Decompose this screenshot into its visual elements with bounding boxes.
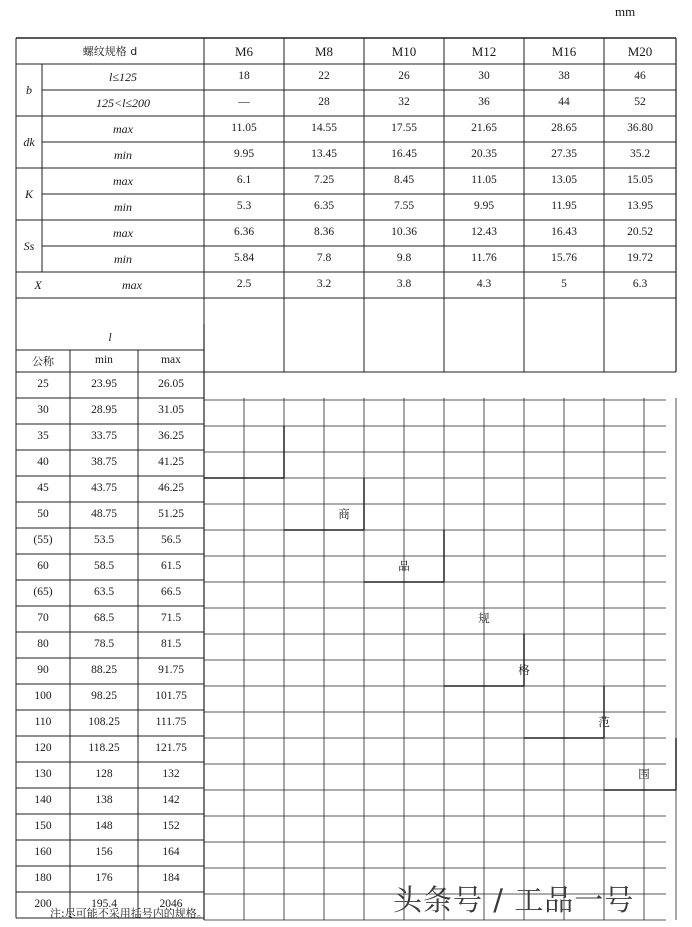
param-value: 16.43 <box>551 226 577 239</box>
param-value: 16.45 <box>391 148 417 161</box>
table-row-cell: 164 <box>162 846 180 859</box>
param-value: 30 <box>478 70 490 83</box>
table-row-cell: 128 <box>95 768 113 781</box>
param-value: 5.3 <box>236 200 252 213</box>
watermark: 头条号 / 工品一号 <box>393 883 635 917</box>
table-row-cell: 2046 <box>159 898 183 911</box>
table-row-cell: 150 <box>34 820 52 833</box>
table-row-cell: 100 <box>34 690 52 703</box>
table-row-cell: 66.5 <box>160 586 182 599</box>
param-value: 5.84 <box>233 252 255 265</box>
param-value: 7.8 <box>316 252 332 265</box>
param-value: 15.76 <box>551 252 577 265</box>
table-row-cell: 121.75 <box>155 742 187 755</box>
param-value: 4.3 <box>476 278 492 291</box>
table-row-cell: 156 <box>95 846 113 859</box>
table-row-cell: 81.5 <box>160 638 182 651</box>
range-mark: 范 <box>598 715 610 730</box>
param-value: 10.36 <box>391 226 417 239</box>
param-label: 125<l≤200 <box>95 96 151 110</box>
param-value: 17.55 <box>391 122 417 135</box>
param-value: 6.36 <box>233 226 255 239</box>
range-mark: 规 <box>478 611 490 626</box>
param-value: 38 <box>558 70 570 83</box>
param-value: 2.5 <box>236 278 252 291</box>
range-mark: 商 <box>338 507 350 522</box>
header-size-m20: M20 <box>627 43 653 59</box>
table-row-cell: 91.75 <box>158 664 184 677</box>
table-row-cell: 43.75 <box>91 482 117 495</box>
table-row-cell: 180 <box>34 872 52 885</box>
table-row-cell: 110 <box>34 716 52 729</box>
param-value: 3.2 <box>316 278 332 291</box>
param-value: 20.52 <box>627 226 653 239</box>
table-row-cell: 38.75 <box>91 456 117 469</box>
table-row-cell: 132 <box>162 768 180 781</box>
table-row-cell: 40 <box>37 456 49 469</box>
param-value: 5 <box>561 278 567 291</box>
param-value: 7.25 <box>313 174 335 187</box>
table-row-cell: 45 <box>37 482 49 495</box>
param-value: 32 <box>398 96 410 109</box>
param-label: max <box>113 122 133 136</box>
table-row-cell: (65) <box>33 586 53 599</box>
table-row-cell: 56.5 <box>160 534 182 547</box>
param-value: 15.05 <box>627 174 653 187</box>
param-value: 14.55 <box>311 122 337 135</box>
param-label: max <box>113 174 133 188</box>
table-row-cell: 31.05 <box>158 404 184 417</box>
param-value: 11.95 <box>551 200 577 213</box>
param-label: l≤125 <box>109 70 137 84</box>
header-size-m12: M12 <box>471 43 497 59</box>
table-row-cell: 118.25 <box>88 742 120 755</box>
unit-label: mm <box>615 4 636 19</box>
param-value: 28.65 <box>551 122 577 135</box>
table-row-cell: 35 <box>37 430 49 443</box>
param-value: 6.1 <box>236 174 252 187</box>
param-value: 19.72 <box>627 252 653 265</box>
table-row-cell: 80 <box>37 638 49 651</box>
param-symbol-dk: dk <box>23 135 35 149</box>
param-value: 9.95 <box>233 148 255 161</box>
param-value: 18 <box>238 70 250 83</box>
table-row-cell: 138 <box>95 794 113 807</box>
table-row-cell: 53.5 <box>93 534 115 547</box>
param-value: 44 <box>558 96 570 109</box>
table-row-cell: 111.75 <box>155 716 187 729</box>
param-value: 26 <box>398 70 410 83</box>
param-value: 11.76 <box>471 252 497 265</box>
param-value: 13.45 <box>311 148 337 161</box>
table-row-cell: 98.25 <box>91 690 117 703</box>
table-row-cell: 33.75 <box>91 430 117 443</box>
param-value: 13.05 <box>551 174 577 187</box>
param-label: min <box>114 148 132 162</box>
table-row-cell: 148 <box>95 820 113 833</box>
header-size-m10: M10 <box>391 43 417 59</box>
param-label: max <box>113 226 133 240</box>
param-value: 21.65 <box>471 122 497 135</box>
range-mark: 格 <box>518 663 530 678</box>
param-value: 12.43 <box>471 226 497 239</box>
table-row-cell: 36.25 <box>158 430 184 443</box>
range-mark: 品 <box>398 559 410 574</box>
param-value: 11.05 <box>231 122 257 135</box>
param-value: 11.05 <box>471 174 497 187</box>
table-row-cell: 26.05 <box>158 378 184 391</box>
table-row-cell: 48.75 <box>91 508 117 521</box>
param-symbol-b: b <box>26 83 32 97</box>
table-row-cell: (55) <box>33 534 53 547</box>
table-row-cell: 101.75 <box>155 690 187 703</box>
table-row-cell: 60 <box>37 560 49 573</box>
param-symbol-k: K <box>24 187 33 201</box>
table-row-cell: 88.25 <box>91 664 117 677</box>
table-row-cell: 142 <box>162 794 180 807</box>
table-row-cell: 200 <box>34 898 52 911</box>
table-row-cell: 70 <box>37 612 49 625</box>
table-row-cell: 41.25 <box>158 456 184 469</box>
table-row-cell: 28.95 <box>91 404 117 417</box>
param-label: min <box>114 252 132 266</box>
param-value: 36 <box>478 96 490 109</box>
table-row-cell: 50 <box>37 508 49 521</box>
param-label: max <box>122 278 142 292</box>
table-row-cell: 130 <box>34 768 52 781</box>
footnote: 注:尽可能不采用括号内的规格。 <box>50 907 208 920</box>
length-header-0: 公称 <box>32 354 54 368</box>
param-value: 28 <box>318 96 330 109</box>
length-header-1: min <box>95 354 113 367</box>
table-row-cell: 108.25 <box>88 716 120 729</box>
table-row-cell: 23.95 <box>91 378 117 391</box>
param-value: 22 <box>318 70 330 83</box>
table-row-cell: 51.25 <box>158 508 184 521</box>
table-row-cell: 90 <box>37 664 49 677</box>
param-value: 8.45 <box>393 174 415 187</box>
param-value: 20.35 <box>471 148 497 161</box>
param-value: 7.55 <box>393 200 415 213</box>
table-row-cell: 140 <box>34 794 52 807</box>
param-value: 35.2 <box>629 148 651 161</box>
param-symbol-ss: Ss <box>23 239 35 253</box>
table-row-cell: 152 <box>162 820 180 833</box>
length-symbol: l <box>108 330 112 344</box>
param-value: 36.80 <box>627 122 653 135</box>
table-row-cell: 160 <box>34 846 52 859</box>
param-value: 9.95 <box>473 200 495 213</box>
header-size-m6: M6 <box>234 43 254 59</box>
table-row-cell: 25 <box>37 378 49 391</box>
table-row-cell: 78.5 <box>93 638 115 651</box>
table-row-cell: 61.5 <box>160 560 182 573</box>
param-value: — <box>238 96 250 109</box>
param-value: 9.8 <box>396 252 412 265</box>
table-row-cell: 184 <box>162 872 180 885</box>
param-value: 46 <box>634 70 646 83</box>
range-mark: 围 <box>638 767 650 782</box>
table-row-cell: 71.5 <box>160 612 182 625</box>
header-thread-size: 螺纹规格 d <box>82 44 138 58</box>
param-label: min <box>114 200 132 214</box>
param-value: 27.35 <box>551 148 577 161</box>
param-value: 6.35 <box>313 200 335 213</box>
table-row-cell: 68.5 <box>93 612 115 625</box>
header-size-m16: M16 <box>551 43 577 59</box>
param-value: 6.3 <box>632 278 648 291</box>
param-value: 8.36 <box>313 226 335 239</box>
param-value: 3.8 <box>396 278 412 291</box>
header-size-m8: M8 <box>314 43 334 59</box>
length-header-2: max <box>161 354 181 367</box>
param-symbol-x: X <box>34 278 42 292</box>
table-row-cell: 63.5 <box>93 586 115 599</box>
table-row-cell: 195.4 <box>91 898 117 911</box>
table-row-cell: 30 <box>37 404 49 417</box>
table-row-cell: 58.5 <box>93 560 115 573</box>
table-row-cell: 120 <box>34 742 52 755</box>
table-row-cell: 176 <box>95 872 113 885</box>
table-row-cell: 46.25 <box>158 482 184 495</box>
param-value: 52 <box>634 96 646 109</box>
param-value: 13.95 <box>627 200 653 213</box>
